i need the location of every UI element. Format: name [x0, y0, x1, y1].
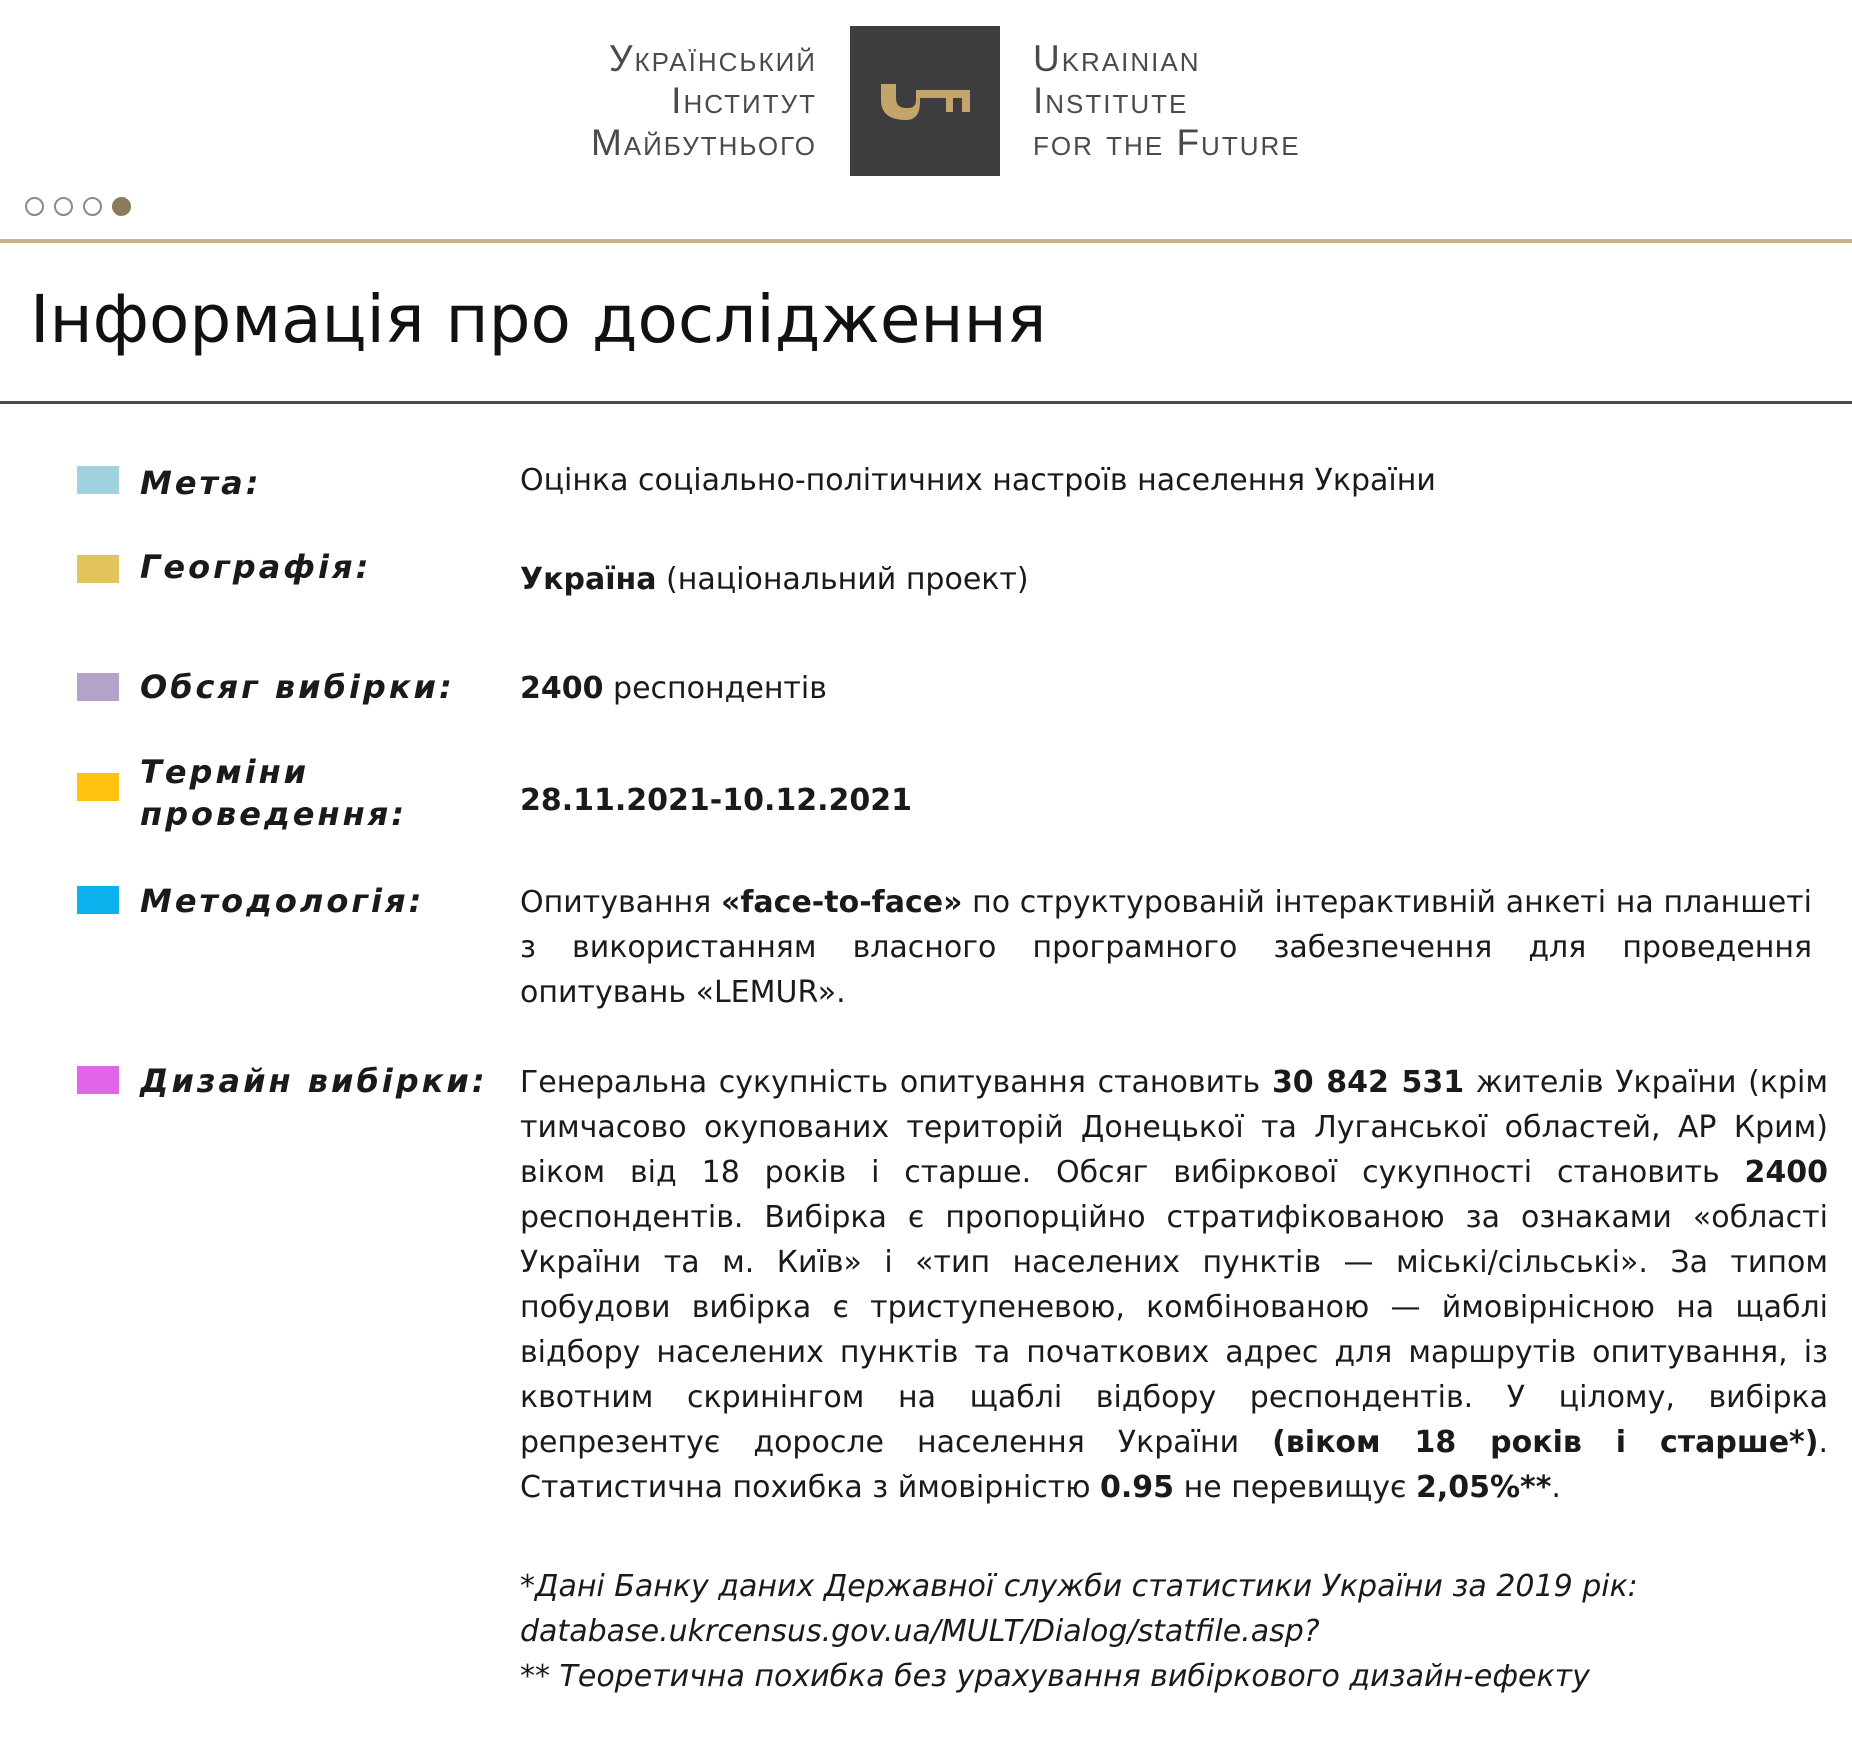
sample-size-label: Обсяг вибірки: [140, 668, 455, 706]
design-bold-error: 2,05%** [1415, 1470, 1552, 1505]
dates-label-line-1: Терміни [140, 753, 310, 791]
key-icon [850, 26, 1000, 176]
footnotes [520, 1564, 1830, 1699]
methodology-label: Методологія: [140, 882, 425, 920]
logo-en-line-1: Ukrainian [1033, 38, 1201, 79]
design-bold-population: 30 842 531 [1271, 1065, 1465, 1100]
design-text-5: не перевищує [1174, 1470, 1416, 1505]
design-label: Дизайн вибірки: [140, 1062, 488, 1100]
logo-text-en [1033, 38, 1453, 164]
sample-size-marker [77, 673, 119, 701]
methodology-marker [77, 886, 119, 914]
design-text-2: жителів України (крім тимчасово окупованих територій Донецької та Луганської областей, АР Крим) віком від 18 років і старше. Обсяг вибіркової сукупності становить [520, 1065, 1829, 1190]
methodology-text-2: по структурованій інтерактивній анкеті на планшеті з використанням власного програмного забезпечення для проведення опитувань «LEMUR». [520, 885, 1812, 1010]
goal-marker [77, 466, 119, 494]
pagination-dot-1[interactable] [25, 197, 44, 216]
dates-label-line-2: проведення: [140, 795, 408, 833]
design-marker [77, 1066, 119, 1094]
pagination-dot-3[interactable] [83, 197, 102, 216]
logo-en-line-2: Institute [1033, 80, 1189, 121]
goal-value: Оцінка соціально-політичних настроїв населення України [520, 463, 1436, 498]
geography-marker [77, 555, 119, 583]
logo-ua-line-2: Інститут [671, 80, 817, 121]
design-text-3: респондентів. Вибірка є пропорційно стратифікованою за ознаками «області України та м. Київ» і «тип населених пунктів — міські/сільські». За типом побудови вибірка є триступеневою, комбінованою — ймовірнісною на щаблі відбору населених пунктів та початкових адрес для маршрутів опитування, із квотним скринінгом на щаблі відбору респондентів. У цілому, вибірка репрезентує доросле населення України [520, 1200, 1828, 1460]
pagination-dot-2[interactable] [54, 197, 73, 216]
design-bold-probability: 0.95 [1100, 1470, 1175, 1505]
dates-marker [77, 773, 119, 801]
footnote-link[interactable]: database.ukrcensus.gov.ua/MULT/Dialog/statfile.asp? [520, 1614, 1320, 1649]
logo-text-ua [397, 38, 817, 164]
logo-emblem [850, 26, 1000, 176]
design-text-1: Генеральна сукупність опитування становить [520, 1065, 1272, 1100]
design-value [520, 1060, 1828, 1510]
methodology-text-1: Опитування [520, 885, 721, 920]
geography-value [520, 557, 1029, 602]
title-divider [0, 401, 1852, 404]
methodology-value [520, 880, 1812, 1015]
logo-en-line-3: for the Future [1033, 122, 1301, 163]
pagination-dots [25, 197, 131, 216]
footnote-2: ** Теоретична похибка без урахування вибіркового дизайн-ефекту [520, 1659, 1590, 1694]
geography-value-rest: (національний проект) [656, 562, 1029, 597]
goal-label: Мета: [140, 464, 262, 502]
design-text-4: . Статистична похибка з ймовірністю [520, 1425, 1828, 1505]
page-title: Інформація про дослідження [30, 281, 1047, 358]
pagination-dot-4-active[interactable] [112, 197, 131, 216]
geography-value-bold: Україна [520, 562, 657, 597]
methodology-text-bold: «face-to-face» [720, 885, 963, 920]
header-divider [0, 239, 1852, 243]
footnote-1: *Дані Банку даних Державної служби статистики України за 2019 рік: [520, 1569, 1638, 1604]
geography-label: Географія: [140, 548, 372, 586]
sample-size-value-rest: респондентів [603, 671, 827, 706]
logo-ua-line-1: Український [609, 38, 817, 79]
sample-size-value-bold: 2400 [520, 671, 604, 706]
logo-ua-line-3: Майбутнього [590, 122, 817, 163]
design-text-6: . [1551, 1470, 1561, 1505]
dates-value: 28.11.2021-10.12.2021 [520, 783, 913, 818]
design-bold-age: (віком 18 років і старше*) [1272, 1425, 1819, 1460]
sample-size-value [520, 666, 827, 711]
design-bold-sample: 2400 [1744, 1155, 1828, 1190]
